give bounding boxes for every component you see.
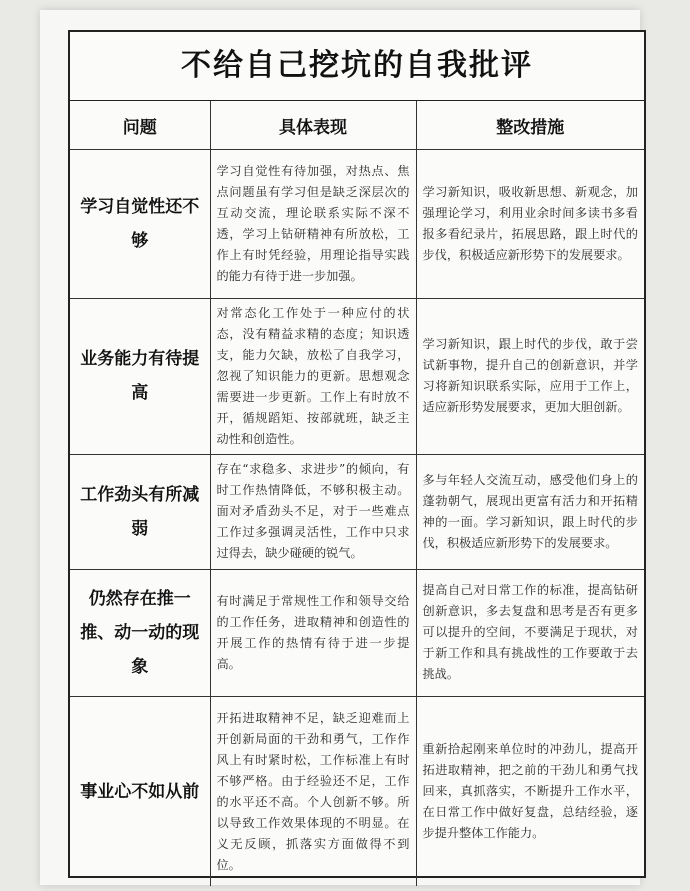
header-manifestation: 具体表现 <box>210 101 416 150</box>
header-measures: 整改措施 <box>416 101 644 150</box>
measures-cell: 重新拾起刚来单位时的冲劲儿，提高开拓进取精神，把之前的干劲儿和勇气找回来，真抓落实，不断提升工作水平，在日常工作中做好复盘，总结经验，逐步提升整体工作能力。 <box>416 696 644 886</box>
table-row <box>70 569 644 696</box>
measures-cell: 学习新知识，吸收新思想、新观念，加强理论学习，利用业余时间多读书多看报多看纪录片，拓展思路，跟上时代的步伐，积极适应新形势下的发展要求。 <box>416 150 644 299</box>
manifestation-cell: 有时满足于常规性工作和领导交给的工作任务，进取精神和创造性的开展工作的热情有待于进一步提高。 <box>210 569 416 696</box>
table-row <box>70 299 644 455</box>
problem-cell: 业务能力有待提高 <box>70 299 210 455</box>
table-row <box>70 150 644 299</box>
self-criticism-table <box>70 101 644 886</box>
manifestation-cell: 学习自觉性有待加强，对热点、焦点问题虽有学习但是缺乏深层次的互动交流，理论联系实际不深不透，学习上钻研精神有所放松，工作上有时凭经验，用理论指导实践的能力有待于进一步加强。 <box>210 150 416 299</box>
table-row <box>70 454 644 569</box>
manifestation-cell: 对常态化工作处于一种应付的状态，没有精益求精的态度；知识透支，能力欠缺，放松了自我学习，忽视了知识能力的更新。思想观念需要进一步更新。工作上有时放不开，循规蹈矩、按部就班，缺乏主动性和创造性。 <box>210 299 416 455</box>
measures-cell: 提高自己对日常工作的标准，提高钻研创新意识，多去复盘和思考是否有更多可以提升的空间，不要满足于现状，对于新工作和具有挑战性的工作要敢于去挑战。 <box>416 569 644 696</box>
problem-cell: 工作劲头有所减弱 <box>70 454 210 569</box>
header-problem: 问题 <box>70 101 210 150</box>
problem-cell: 事业心不如从前 <box>70 696 210 886</box>
manifestation-cell: 存在“求稳多、求进步”的倾向，有时工作热情降低，不够积极主动。面对矛盾劲头不足，对于一些难点工作过多强调灵活性，工作中只求过得去，缺少碰硬的锐气。 <box>210 454 416 569</box>
table-row <box>70 696 644 886</box>
measures-cell: 多与年轻人交流互动，感受他们身上的蓬勃朝气，展现出更富有活力和开拓精神的一面。学习新知识，跟上时代的步伐，积极适应新形势下的发展要求。 <box>416 454 644 569</box>
measures-cell: 学习新知识，跟上时代的步伐，敢于尝试新事物，提升自己的创新意识，并学习将新知识联系实际，应用于工作上，适应新形势发展要求，更加大胆创新。 <box>416 299 644 455</box>
problem-cell: 仍然存在推一推、动一动的现象 <box>70 569 210 696</box>
table-header-row <box>70 101 644 150</box>
page-title: 不给自己挖坑的自我批评 <box>70 32 644 101</box>
document-table-frame <box>68 30 646 878</box>
problem-cell: 学习自觉性还不够 <box>70 150 210 299</box>
paper-sheet <box>40 10 640 885</box>
manifestation-cell: 开拓进取精神不足，缺乏迎难而上开创新局面的干劲和勇气，工作作风上有时紧时松，工作标准上有时不够严格。由于经验还不足，工作的水平还不高。个人创新不够。所以导致工作效果体现的不明显。在义无反顾，抓落实方面做得不到位。 <box>210 696 416 886</box>
